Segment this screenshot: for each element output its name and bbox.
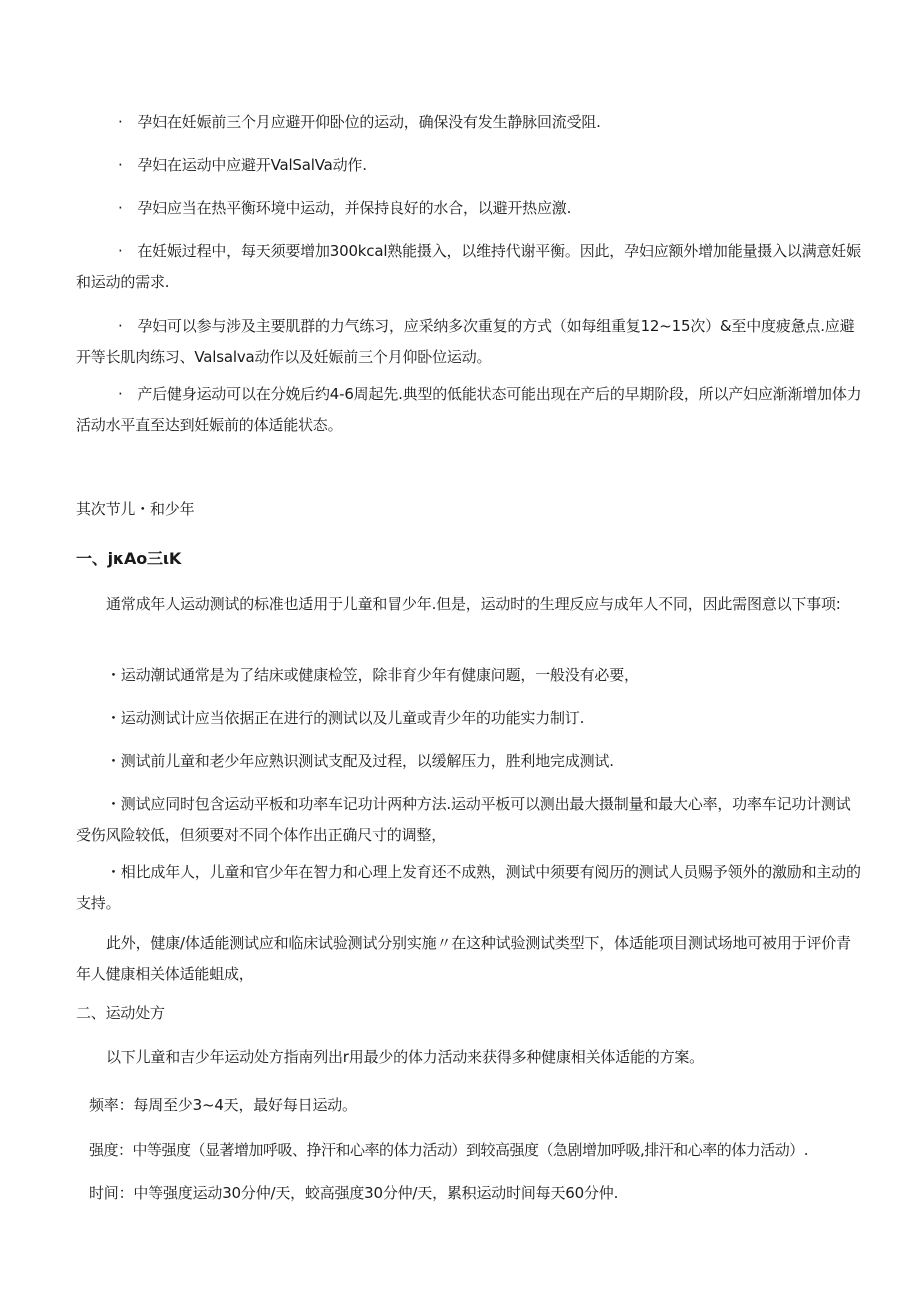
duration-line: 时间：中等强度运动30分仲/天，蛟高强度30分仲/天，累积运动时间每天60分仲.	[89, 1184, 619, 1202]
pregnancy-item-5: · 孕妇可以参与涉及主要肌群的力气练习，应采纳多次重复的方式（如每组重复12~15次）&至中度疲惫点.应避开等长肌肉练习、Valsalva动作以及妊娠前三个月仰卧位运动。	[76, 317, 855, 366]
test-item-4: ・测试应同时包含运动平板和功率车记功计两种方法.运动平板可以测出最大摄制量和最大心率，功率车记功计测试受伤风险较低，但须要对不同个体作出正确尺寸的调整，	[76, 795, 851, 844]
test-item-5: ・相比成年人，儿童和官少年在智力和心理上发育还不成熟，测试中须要有阅历的测试人员赐予领外的激励和主动的支持。	[76, 863, 861, 912]
frequency-line: 频率：每周至少3~4天，最好每日运动。	[89, 1096, 357, 1114]
intensity-line: 强度：中等强度（显著增加呼吸、挣汗和心率的体力活动）到较高强度（急剧增加呼吸,排汗和心率的体力活动）.	[89, 1141, 809, 1159]
heading-one: 一、jκAo三ιK	[76, 549, 182, 568]
heading-two: 二、运动处方	[76, 1004, 165, 1022]
pregnancy-item-6: · 产后健身运动可以在分娩后约4-6周起先.典型的低能状态可能出现在产后的早期阶段，所以产妇应渐渐增加体力活动水平直至达到妊娠前的体适能状态。	[76, 385, 862, 434]
prescription-intro: 以下儿童和吉少年运动处方指南列出r用最少的体力活动来获得多种健康相关体适能的方案。	[106, 1048, 704, 1066]
pregnancy-item-2: · 孕妇在运动中应避开ValSalVa动作.	[118, 156, 367, 174]
intro-paragraph: 通常成年人运动测试的标准也适用于儿童和冒少年.但是，运动时的生理反应与成年人不同，因此需图意以下事项:	[106, 595, 841, 613]
test-item-1: ・运动潮试通常是为了结床或健康检笠，除非育少年有健康问题，一般没有必要，	[106, 666, 639, 684]
pregnancy-item-4: · 在妊娠过程中，每天须要增加300kcal熟能摄入，以维持代谢平衡。因此，孕妇应额外增加能量摄入以满意妊娠和运动的需求.	[76, 242, 861, 291]
test-item-3: ・测试前儿童和老少年应熟识测试支配及过程，以缓解压力，胜利地完成测试.	[106, 752, 614, 770]
section-title: 其次节儿・和少年	[76, 500, 195, 518]
pregnancy-item-1: · 孕妇在妊娠前三个月应避开仰卧位的运动，确保没有发生静脉回流受阻.	[118, 113, 601, 131]
pregnancy-item-3: · 孕妇应当在热平衡环境中运动，并保持良好的水合，以避开热应激.	[118, 199, 572, 217]
test-item-2: ・运动测试计应当依据正在进行的测试以及儿童或青少年的功能实力制订.	[106, 709, 585, 727]
extra-paragraph: 此外，健康/体适能测试应和临床试验测试分别实施〃在这种试验测试类型下，体适能项目测试场地可被用于评价青年人健康相关体适能蛆成，	[76, 934, 851, 983]
